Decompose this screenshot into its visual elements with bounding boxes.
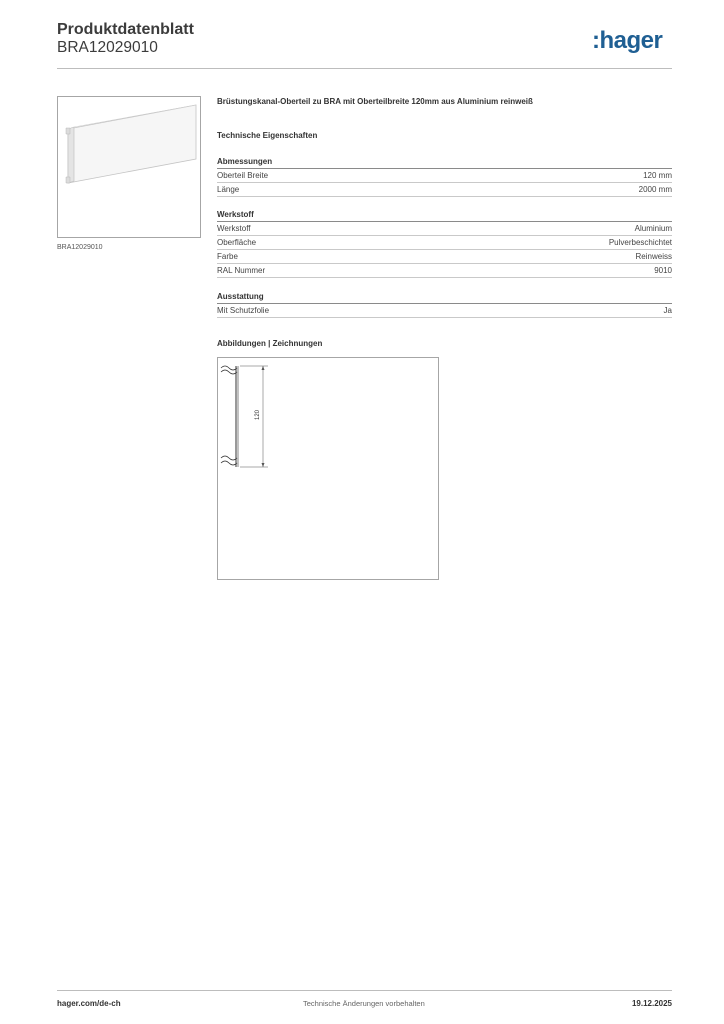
property-row	[217, 236, 672, 250]
property-label: Länge	[217, 185, 240, 194]
property-label: Oberfläche	[217, 238, 257, 247]
drawings-heading: Abbildungen | Zeichnungen	[217, 339, 323, 348]
product-description: Brüstungskanal-Oberteil zu BRA mit Oberteilbreite 120mm aus Aluminium reinweiß	[217, 97, 533, 106]
group-title-abmessungen: Abmessungen	[217, 157, 273, 166]
property-row	[217, 264, 672, 278]
property-value: 2000 mm	[638, 185, 672, 194]
property-label: Mit Schutzfolie	[217, 306, 270, 315]
cross-section-drawing	[218, 358, 438, 579]
property-label: Werkstoff	[217, 224, 251, 233]
property-label: Farbe	[217, 252, 238, 261]
property-row	[217, 250, 672, 264]
document-title: Produktdatenblatt	[57, 21, 194, 38]
group-title-ausstattung: Ausstattung	[217, 292, 264, 301]
property-value: Ja	[663, 306, 672, 315]
property-value: 9010	[654, 266, 672, 275]
group-title-werkstoff: Werkstoff	[217, 210, 254, 219]
hager-logo: :hager	[592, 27, 663, 54]
dimension-label: 120	[255, 409, 261, 421]
property-label: RAL Nummer	[217, 266, 266, 275]
properties-heading: Technische Eigenschaften	[217, 131, 318, 140]
article-number: BRA12029010	[57, 39, 158, 56]
property-value: Reinweiss	[635, 252, 672, 261]
property-row	[217, 304, 672, 318]
property-value: Pulverbeschichtet	[608, 238, 672, 247]
footer-website: hager.com/de-ch	[57, 999, 121, 1008]
technical-drawing	[217, 357, 439, 580]
footer-notice: Technische Änderungen vorbehalten	[303, 999, 425, 1008]
header-divider	[57, 68, 672, 69]
property-row	[217, 183, 672, 197]
property-row	[217, 222, 672, 236]
property-value: 120 mm	[643, 171, 672, 180]
footer-date: 19.12.2025	[631, 999, 672, 1008]
property-value: Aluminium	[634, 224, 672, 233]
property-label: Oberteil Breite	[217, 171, 269, 180]
image-caption: BRA12029010	[57, 244, 103, 251]
product-image	[57, 96, 201, 238]
property-row	[217, 169, 672, 183]
footer-divider	[57, 990, 672, 991]
product-illustration	[58, 97, 200, 237]
